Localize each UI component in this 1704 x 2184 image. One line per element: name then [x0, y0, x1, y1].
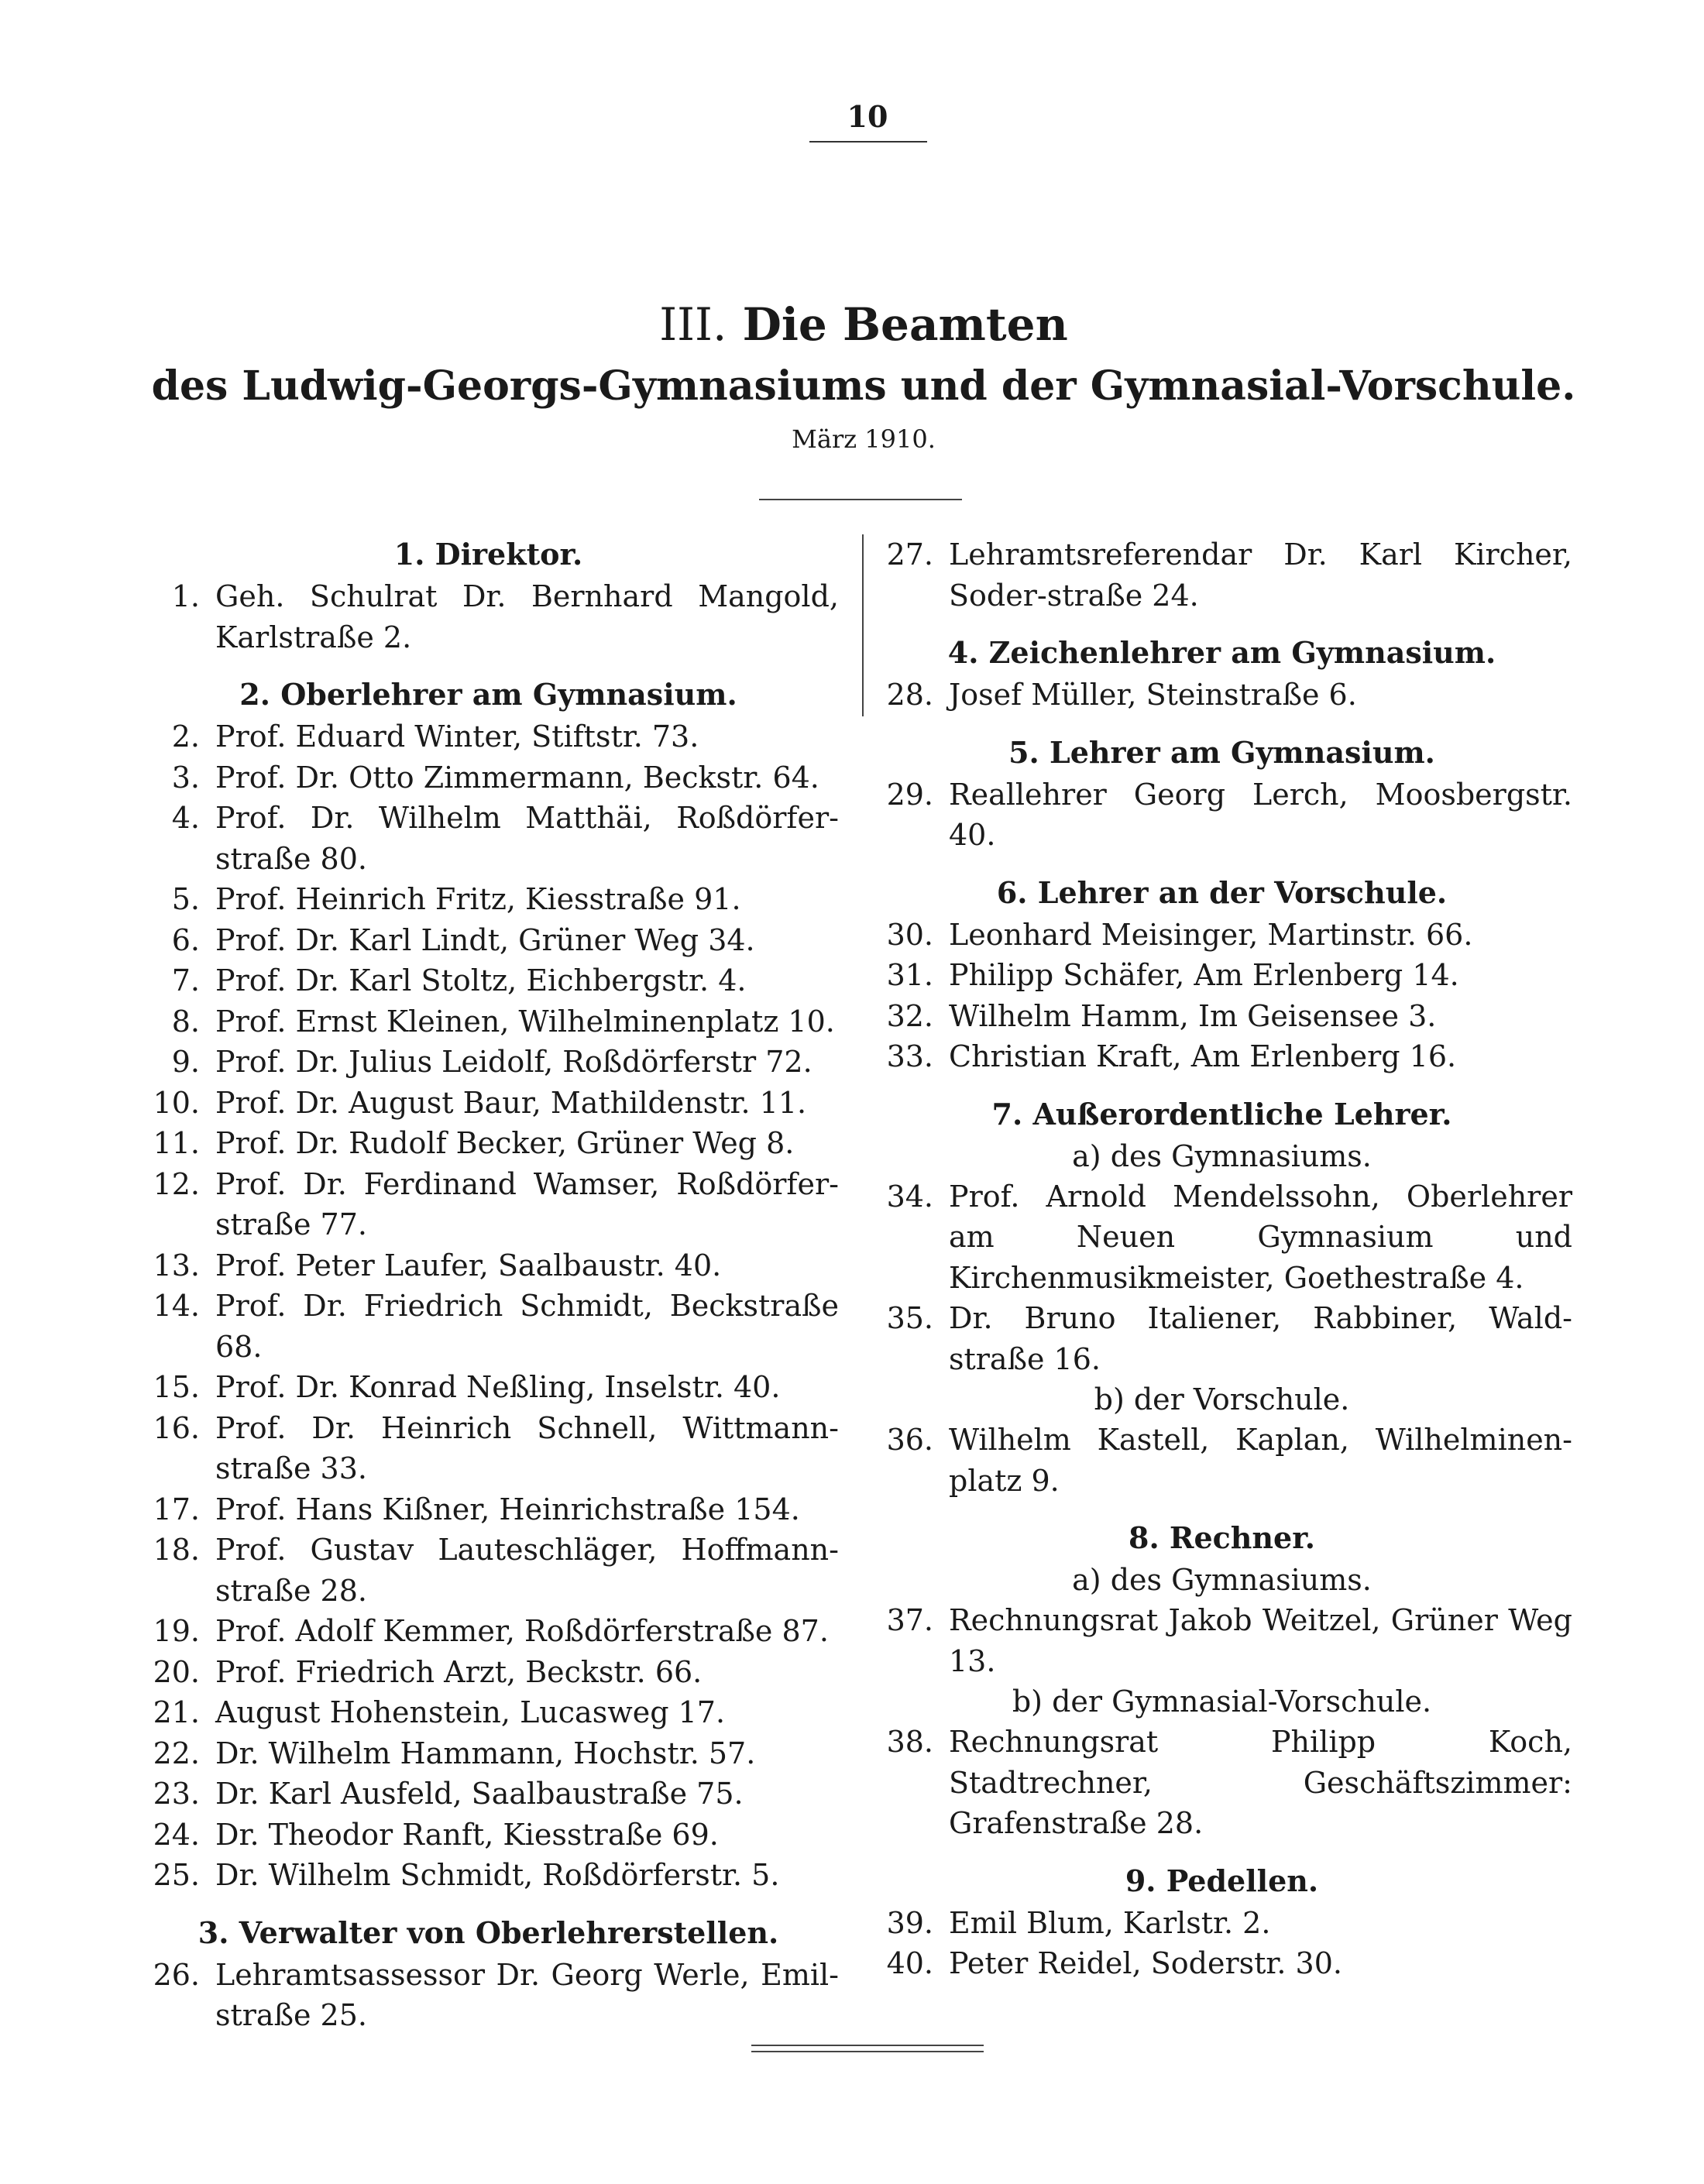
- list-item: [138, 798, 839, 879]
- list-item: [138, 1611, 839, 1652]
- entry-number: 17.: [153, 1492, 200, 1526]
- entry-number: 3.: [171, 760, 200, 795]
- list-item: [138, 1815, 839, 1856]
- page-number: 10: [847, 99, 888, 134]
- list-item: [871, 1036, 1572, 1077]
- entry-number: 18.: [153, 1533, 200, 1567]
- entry-text: Josef Müller, Steinstraße 6.: [949, 678, 1357, 712]
- entry-number: 1.: [171, 579, 200, 613]
- entry-text: Wilhelm Kastell, Kaplan, Wilhelminen-platz 9.: [949, 1423, 1572, 1498]
- list-item: [871, 1943, 1572, 1984]
- entry-text: Prof. Friedrich Arzt, Beckstr. 66.: [215, 1654, 703, 1689]
- list-item: [138, 1042, 839, 1083]
- entry-text: Prof. Ernst Kleinen, Wilhelminenplatz 10.: [215, 1004, 835, 1039]
- entry-number: 34.: [886, 1179, 933, 1214]
- entry-text: Lehramtsreferendar Dr. Karl Kircher, Soder-straße 24.: [949, 537, 1572, 613]
- entry-number: 8.: [171, 1004, 200, 1039]
- list-item: [871, 1722, 1572, 1844]
- list-item: [138, 1692, 839, 1733]
- list-item: [138, 1652, 839, 1693]
- entry-number: 20.: [153, 1654, 200, 1689]
- list-item: [871, 774, 1572, 856]
- entry-text: Prof. Dr. Karl Stoltz, Eichbergstr. 4.: [215, 963, 747, 998]
- entry-text: Dr. Wilhelm Hammann, Hochstr. 57.: [215, 1736, 756, 1770]
- entry-text: Prof. Gustav Lauteschläger, Hoffmann-straße 28.: [215, 1533, 839, 1608]
- entry-number: 36.: [886, 1423, 933, 1457]
- list-item: [871, 1420, 1572, 1501]
- list-item: [138, 1733, 839, 1774]
- subheading-vorschule: b) der Vorschule.: [1094, 1382, 1350, 1417]
- entry-number: 15.: [153, 1370, 200, 1404]
- entry-number: 4.: [171, 801, 200, 835]
- entry-number: 25.: [153, 1858, 200, 1892]
- entry-number: 32.: [886, 998, 933, 1033]
- entry-text: Prof. Eduard Winter, Stiftstr. 73.: [215, 719, 699, 754]
- entry-text: Prof. Dr. August Baur, Mathildenstr. 11.: [215, 1085, 807, 1120]
- section-title: [0, 298, 1704, 351]
- entry-number: 28.: [886, 678, 933, 712]
- entry-number: 35.: [886, 1301, 933, 1335]
- entry-text: Dr. Bruno Italiener, Rabbiner, Wald-straße 16.: [949, 1301, 1572, 1376]
- entry-text: Reallehrer Georg Lerch, Moosbergstr. 40.: [949, 777, 1572, 852]
- list-item: [138, 1164, 839, 1245]
- entry-text: Dr. Theodor Ranft, Kiesstraße 69.: [215, 1817, 719, 1852]
- document-date: März 1910.: [792, 424, 936, 454]
- list-item: [138, 1245, 839, 1286]
- list-item: [138, 757, 839, 798]
- entry-number: 31.: [886, 958, 933, 992]
- heading-lehrer-gymnasium: 5. Lehrer am Gymnasium.: [1008, 734, 1435, 770]
- entry-text: August Hohenstein, Lucasweg 17.: [215, 1695, 726, 1729]
- entry-text: Prof. Dr. Konrad Neßling, Inselstr. 40.: [215, 1370, 781, 1404]
- entry-number: 14.: [153, 1289, 200, 1323]
- entry-text: Prof. Hans Kißner, Heinrichstraße 154.: [215, 1492, 800, 1526]
- section-title-text: Die Beamten: [742, 298, 1068, 351]
- list-item: [138, 920, 839, 961]
- entry-text: Prof. Peter Laufer, Saalbaustr. 40.: [215, 1248, 722, 1283]
- entry-number: 24.: [153, 1817, 200, 1852]
- page-number-rule: [809, 141, 927, 143]
- entry-text: Prof. Dr. Julius Leidolf, Roßdörferstr 72.: [215, 1045, 812, 1079]
- entry-text: Prof. Heinrich Fritz, Kiesstraße 91.: [215, 882, 741, 916]
- list-item: [138, 1530, 839, 1611]
- list-item: [138, 960, 839, 1001]
- entry-number: 12.: [153, 1166, 200, 1201]
- list-item: [138, 576, 839, 658]
- heading-ausserordentliche-lehrer: 7. Außerordentliche Lehrer.: [991, 1096, 1452, 1131]
- right-column: [871, 534, 1572, 1984]
- list-item: [138, 1408, 839, 1489]
- list-item: [138, 1855, 839, 1896]
- list-item: [138, 1123, 839, 1164]
- heading-zeichenlehrer: 4. Zeichenlehrer am Gymnasium.: [947, 635, 1496, 670]
- list-item: [138, 879, 839, 920]
- entry-number: 27.: [886, 537, 933, 572]
- heading-pedellen: 9. Pedellen.: [1125, 1863, 1319, 1898]
- list-item: [138, 1001, 839, 1042]
- entry-text: Prof. Dr. Karl Lindt, Grüner Weg 34.: [215, 922, 755, 957]
- left-column: [138, 534, 839, 2036]
- heading-lehrer-vorschule: 6. Lehrer an der Vorschule.: [996, 874, 1448, 910]
- list-item: [871, 955, 1572, 996]
- entry-text: Rechnungsrat Jakob Weitzel, Grüner Weg 13.: [949, 1603, 1572, 1678]
- entry-number: 26.: [153, 1957, 200, 1992]
- entry-number: 30.: [886, 917, 933, 952]
- entry-number: 39.: [886, 1905, 933, 1940]
- entry-text: Dr. Wilhelm Schmidt, Roßdörferstr. 5.: [215, 1858, 780, 1892]
- heading-verwalter: 3. Verwalter von Oberlehrerstellen.: [198, 1914, 779, 1950]
- entry-number: 22.: [153, 1736, 200, 1770]
- list-item: [138, 1774, 839, 1815]
- list-item: [871, 1600, 1572, 1681]
- entry-text: Geh. Schulrat Dr. Bernhard Mangold, Karlstraße 2.: [215, 579, 839, 654]
- list-item: [138, 1367, 839, 1408]
- column-divider: [862, 534, 864, 716]
- list-item: [138, 1489, 839, 1530]
- list-item: [871, 996, 1572, 1037]
- entry-number: 38.: [886, 1725, 933, 1759]
- entry-text: Lehramtsassessor Dr. Georg Werle, Emil-straße 25.: [215, 1957, 839, 2032]
- entry-text: Prof. Arnold Mendelssohn, Oberlehrer am Neuen Gymnasium und Kirchenmusikmeister, Goethestraße 4.: [949, 1179, 1572, 1295]
- entry-number: 6.: [171, 922, 200, 957]
- entry-text: Peter Reidel, Soderstr. 30.: [949, 1946, 1342, 1980]
- list-item: [871, 915, 1572, 956]
- entry-text: Christian Kraft, Am Erlenberg 16.: [949, 1039, 1457, 1073]
- entry-number: 10.: [153, 1085, 200, 1120]
- heading-direktor: 1. Direktor.: [393, 537, 583, 572]
- list-item: [871, 1903, 1572, 1944]
- entry-number: 21.: [153, 1695, 200, 1729]
- list-item: [871, 1176, 1572, 1299]
- entry-number: 9.: [171, 1045, 200, 1079]
- entry-number: 5.: [171, 882, 200, 916]
- entry-number: 19.: [153, 1614, 200, 1648]
- entry-number: 33.: [886, 1039, 933, 1073]
- entry-text: Prof. Dr. Otto Zimmermann, Beckstr. 64.: [215, 760, 819, 795]
- entry-number: 11.: [153, 1126, 200, 1160]
- heading-rechner: 8. Rechner.: [1129, 1520, 1315, 1555]
- list-item: [138, 1955, 839, 2036]
- entry-number: 40.: [886, 1946, 933, 1980]
- entry-text: Rechnungsrat Philipp Koch, Stadtrechner, Geschäftszimmer: Grafenstraße 28.: [949, 1725, 1572, 1840]
- entry-number: 16.: [153, 1410, 200, 1445]
- entry-text: Emil Blum, Karlstr. 2.: [949, 1905, 1271, 1940]
- heading-oberlehrer: 2. Oberlehrer am Gymnasium.: [239, 677, 737, 712]
- list-item: [871, 1298, 1572, 1379]
- entry-number: 29.: [886, 777, 933, 812]
- title-divider: [759, 499, 962, 500]
- entry-text: Wilhelm Hamm, Im Geisensee 3.: [949, 998, 1437, 1033]
- entry-text: Philipp Schäfer, Am Erlenberg 14.: [949, 958, 1459, 992]
- list-item: [138, 1286, 839, 1367]
- entry-text: Prof. Dr. Rudolf Becker, Grüner Weg 8.: [215, 1126, 795, 1160]
- entry-text: Prof. Dr. Ferdinand Wamser, Roßdörfer-straße 77.: [215, 1166, 839, 1241]
- list-item: [138, 716, 839, 757]
- end-double-rule: [751, 2045, 984, 2052]
- entry-number: 13.: [153, 1248, 200, 1283]
- entry-text: Dr. Karl Ausfeld, Saalbaustraße 75.: [215, 1777, 744, 1811]
- entry-text: Prof. Dr. Friedrich Schmidt, Beckstraße 68.: [215, 1289, 839, 1364]
- entry-number: 23.: [153, 1777, 200, 1811]
- subheading-gymnasium: a) des Gymnasiums.: [1072, 1563, 1372, 1597]
- list-item: [871, 534, 1572, 616]
- entry-text: Prof. Dr. Heinrich Schnell, Wittmann-straße 33.: [215, 1410, 839, 1485]
- entry-number: 2.: [171, 719, 200, 754]
- subheading-gymnasial-vorschule: b) der Gymnasial-Vorschule.: [1012, 1684, 1432, 1719]
- entry-number: 7.: [171, 963, 200, 998]
- entry-number: 37.: [886, 1603, 933, 1637]
- list-item: [871, 675, 1572, 716]
- entry-text: Prof. Dr. Wilhelm Matthäi, Roßdörfer-straße 80.: [215, 801, 839, 876]
- section-roman-numeral: III.: [659, 298, 727, 351]
- entry-text: Leonhard Meisinger, Martinstr. 66.: [949, 917, 1473, 952]
- subheading-gymnasium: a) des Gymnasiums.: [1072, 1138, 1372, 1173]
- list-item: [138, 1083, 839, 1124]
- entry-text: Prof. Adolf Kemmer, Roßdörferstraße 87.: [215, 1614, 829, 1648]
- section-subtitle: des Ludwig-Georgs-Gymnasiums und der Gymnasial-Vorschule.: [151, 362, 1576, 410]
